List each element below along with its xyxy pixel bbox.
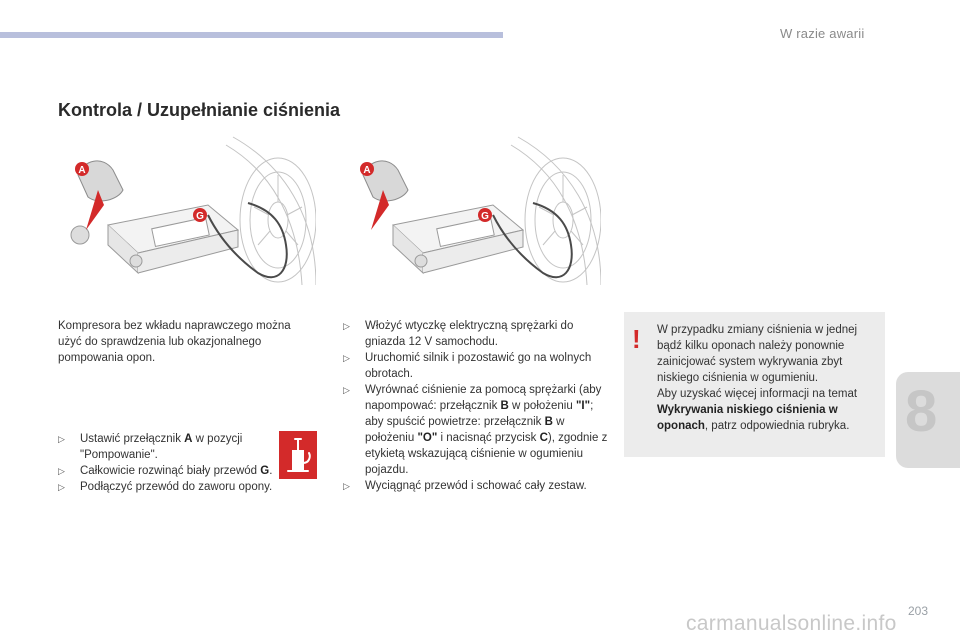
label-g: G — [196, 211, 204, 222]
list-item: ▷ Wyciągnąć przewód i schować cały zestaw. — [343, 478, 608, 494]
warning-note — [624, 312, 885, 457]
steps-list-right — [343, 318, 608, 494]
label-a: A — [78, 165, 86, 176]
list-item: ▷ Podłączyć przewód do zaworu opony. — [58, 479, 273, 495]
tyre-pump-icon — [279, 431, 317, 479]
chapter-number: 8 — [905, 379, 938, 444]
list-item: ▷ Uruchomić silnik i pozostawić go na wolnych obrotach. — [343, 350, 608, 382]
compressor-illustration-left — [58, 135, 316, 285]
list-item: ▷ Całkowicie rozwinąć biały przewód G. — [58, 463, 273, 479]
warning-icon: ! — [632, 324, 641, 354]
section-header: W razie awarii — [780, 26, 865, 41]
intro-text: Kompresora bez wkładu naprawczego można użyć do sprawdzenia lub okazjonalnego pompowania opon. — [58, 320, 291, 364]
steps-list-left — [58, 431, 273, 495]
list-item: ▷ Ustawić przełącznik A w pozycji "Pompowanie". — [58, 431, 273, 463]
watermark: carmanualsonline.info — [686, 612, 897, 635]
list-item: ▷ Wyrównać ciśnienie za pomocą sprężarki (aby napompować: przełącznik B w położeniu "I"; aby spuścić powietrze: przełącznik B w położeniu "O" i nacisnąć przycisk C), zgodnie z etykietą wskazującą ciśnienie w ogumieniu pojazdu. — [343, 382, 608, 478]
header-accent-bar — [0, 32, 503, 38]
page-title: Kontrola / Uzupełnianie ciśnienia — [58, 100, 341, 120]
page-number: 203 — [908, 604, 929, 618]
label-g: G — [481, 211, 489, 222]
warning-note-text: W przypadku zmiany ciśnienia w jednej bądź kilku oponach należy ponownie zainicjować system wykrywania zbyt niskiego ciśnienia w ogumieniu. Aby uzyskać więcej informacji na temat Wykrywania niskiego ciśnienia w oponach, patrz odpowiednia rubryka. — [657, 324, 858, 432]
list-item: ▷ Włożyć wtyczkę elektryczną sprężarki do gniazda 12 V samochodu. — [343, 318, 608, 350]
compressor-illustration-right — [343, 135, 601, 285]
label-a: A — [363, 165, 371, 176]
